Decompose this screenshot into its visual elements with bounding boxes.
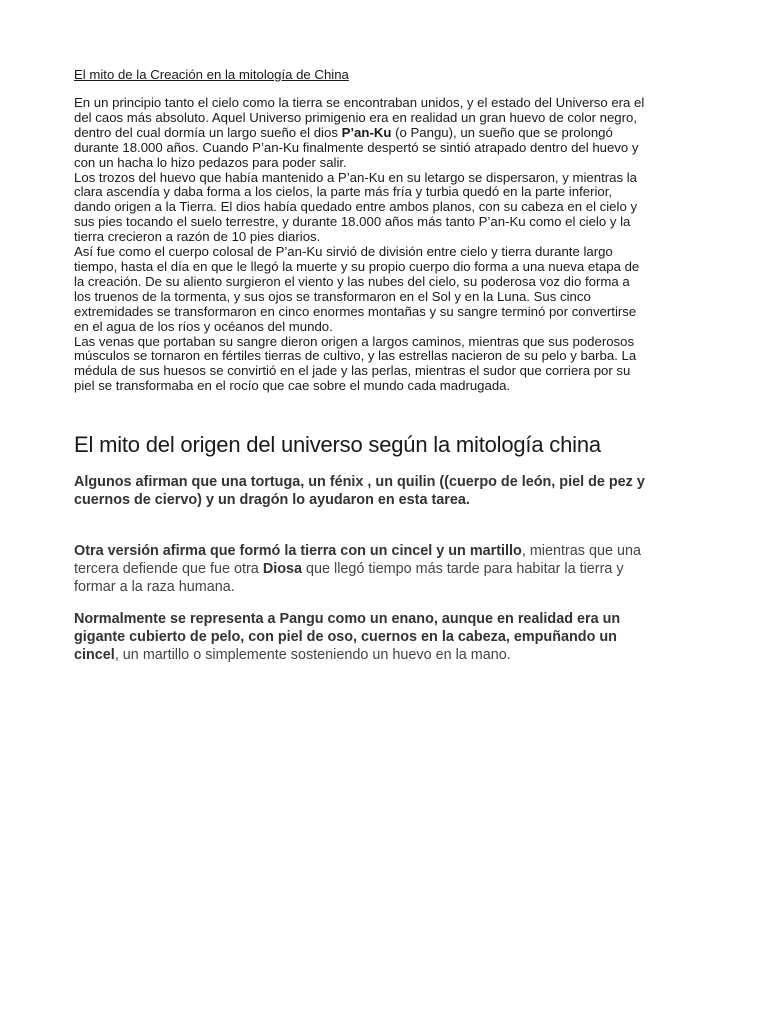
intro-line: Los trozos del huevo que había mantenido a P’an-Ku en su letargo se dispersaron, y mientras la	[74, 169, 638, 185]
intro-line: piel se transformaba en el rocío que cae sobre el mundo cada madrugada.	[74, 378, 511, 394]
intro-line: clara ascendía y daba forma a los cielos, la parte más fría y turbia quedó en la parte inferior,	[74, 184, 613, 200]
intro-line: los truenos de la tormenta, y sus ojos se transformaron en el Sol y en la Luna. Sus cinco	[74, 288, 591, 304]
intro-line: músculos se tornaron en fértiles tierras de cultivo, y las estrellas nacieron de su pelo y barba. La	[74, 348, 637, 364]
paragraph-line: gigante cubierto de pelo, con piel de oso, cuernos en la cabeza, empuñando un	[74, 628, 617, 645]
document-title: El mito de la Creación en la mitología de China	[74, 67, 349, 82]
intro-line: Las venas que portaban su sangre dieron origen a largos caminos, mientras que sus poderosos	[74, 333, 635, 349]
pan-ku-name: P’an-Ku	[341, 124, 392, 140]
paragraph-representation	[74, 611, 704, 664]
intro-line: con un hacha lo hizo pedazos para poder salir.	[74, 154, 347, 170]
paragraph-line: Algunos afirman que una tortuga, un fénix , un quilin ((cuerpo de león, piel de pez y	[74, 474, 645, 490]
intro-line: médula de sus huesos se convirtió en el jade y las perlas, mientras el sudor que corriera por su	[74, 363, 631, 379]
intro-line: sus pies tocando el suelo terrestre, y durante 18.000 años más tanto P’an-Ku como el cielo y la	[74, 214, 631, 230]
paragraph-line: formar a la raza humana.	[74, 578, 235, 595]
paragraph-line: cincel, un martillo o simplemente sosteniendo un huevo en la mano.	[74, 646, 511, 663]
intro-line: en el agua de los ríos y océanos del mundo.	[74, 318, 333, 334]
intro-line: tiempo, hasta el día en que le llegó la muerte y su propio cuerpo dio forma a una nueva etapa de	[74, 258, 640, 274]
paragraph-line: Otra versión afirma que formó la tierra con un cincel y un martillo, mientras que una	[74, 543, 642, 559]
intro-line: la creación. De su aliento surgieron el viento y las nubes del cielo, su poderosa voz dio forma a	[74, 273, 630, 289]
intro-line: dentro del cual dormía un largo sueño el dios P’an-Ku (o Pangu), un sueño que se prolongó	[74, 124, 613, 140]
intro-line: extremidades se transformaron en cinco enormes montañas y su sangre terminó por convertirse	[74, 303, 637, 319]
paragraph-other-version	[74, 543, 704, 596]
paragraph-line: Normalmente se representa a Pangu como un enano, aunque en realidad era un	[74, 611, 621, 627]
intro-line: del caos más absoluto. Aquel Universo primigenio era en realidad un gran huevo de color negro,	[74, 109, 638, 125]
intro-line: En un principio tanto el cielo como la tierra se encontraban unidos, y el estado del Universo era el	[74, 95, 645, 110]
intro-line: durante 18.000 años. Cuando P’an-Ku finalmente despertó se sintió atrapado dentro del huevo y	[74, 139, 639, 155]
intro-line: Así fue como el cuerpo colosal de P’an-Ku sirvió de división entre cielo y tierra durante largo	[74, 244, 613, 260]
section-heading: El mito del origen del universo según la mitología china	[74, 432, 601, 457]
intro-line: dando origen a la Tierra. El dios había quedado entre ambos planos, con su cabeza en el cielo y	[74, 199, 638, 215]
intro-text	[74, 96, 698, 394]
intro-line: tierra crecieron a razón de 10 pies diarios.	[74, 229, 321, 245]
paragraph-line: tercera defiende que fue otra Diosa que llegó tiempo más tarde para habitar la tierra y	[74, 560, 624, 577]
paragraph-line: cuernos de ciervo) y un dragón lo ayudaron en esta tarea.	[74, 491, 470, 508]
paragraph-helpers	[74, 474, 704, 510]
